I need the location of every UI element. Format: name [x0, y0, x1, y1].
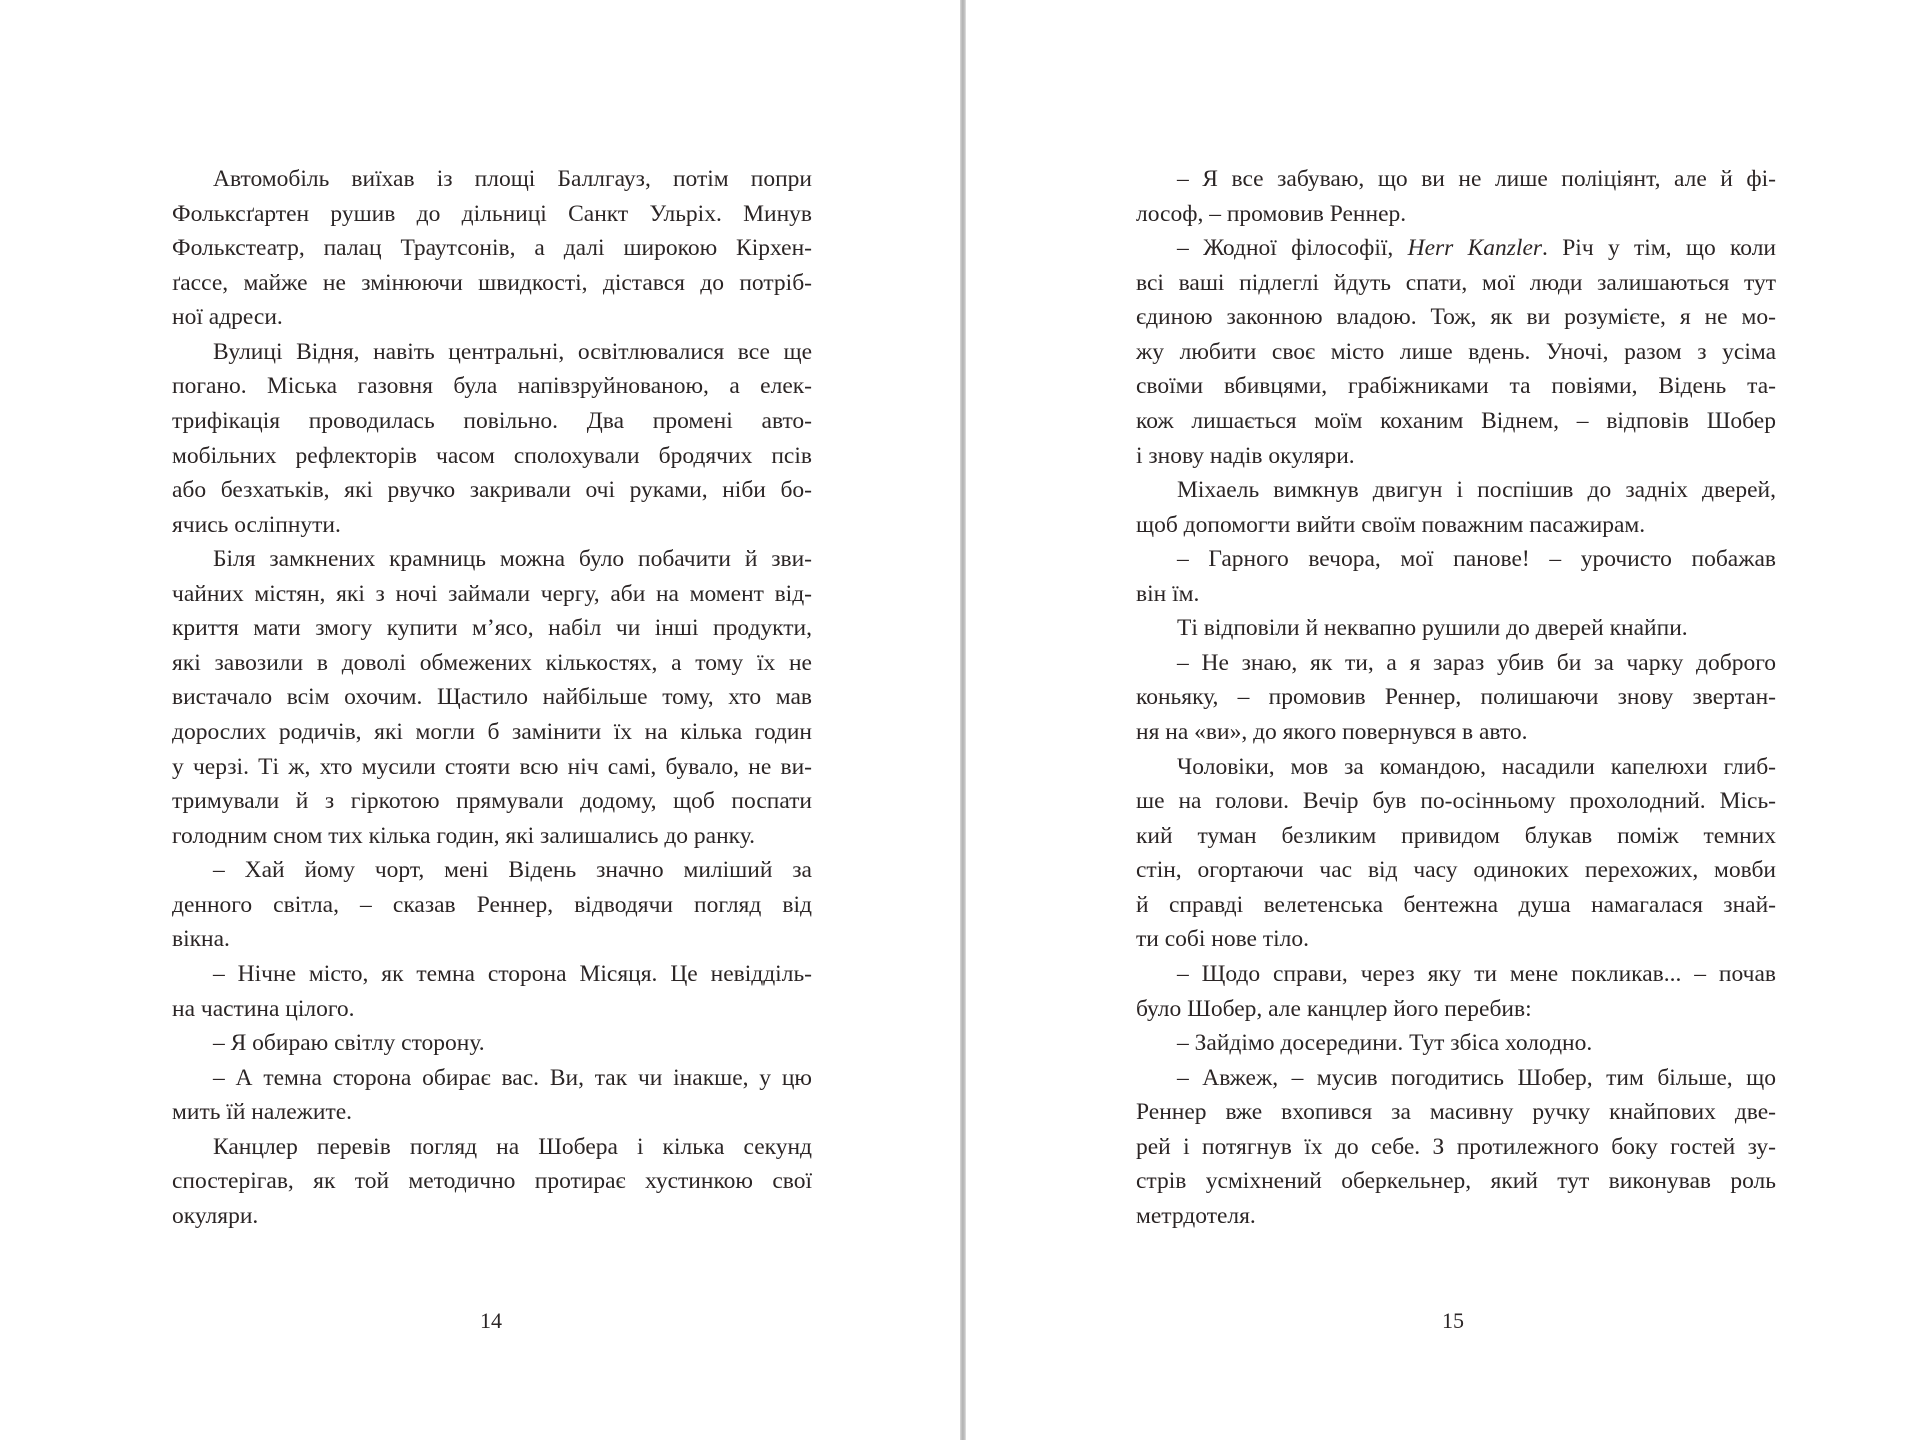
text-line: на частина цілого. [172, 995, 355, 1022]
text-line: дорослих родичів, які могли б замінити їх на кілька годин [172, 719, 812, 745]
page-number: 14 [480, 1308, 502, 1333]
page-number: 15 [1442, 1308, 1464, 1333]
text-line: вікна. [172, 926, 230, 953]
paragraph [172, 1061, 812, 1130]
paragraph [1136, 473, 1776, 542]
text-line: Фольксґартен рушив до дільниці Санкт Ульріх. Минув [172, 200, 812, 227]
page-text [1136, 162, 1776, 1233]
text-line: погано. Міська газовня була напівзруйнованою, а елек- [172, 373, 812, 400]
paragraph [172, 1130, 812, 1234]
text-line: стрів усміхнений оберкельнер, який тут виконував роль [1136, 1168, 1776, 1195]
paragraph [1136, 1026, 1776, 1061]
text-line: коньяку, – промовив Реннер, полишаючи знову звертан- [1136, 684, 1776, 711]
italic-phrase: Herr Kanzler [1407, 235, 1543, 262]
text-line: голодним сном тих кілька годин, які залишались до ранку. [172, 822, 756, 849]
paragraph [1136, 957, 1776, 1026]
text-run: – Жодної філософії, [1177, 235, 1408, 262]
right-page [966, 0, 1920, 1440]
text-line: – Зайдімо досередини. Тут збіса холодно. [1177, 1030, 1593, 1057]
paragraph [172, 542, 812, 853]
paragraph [172, 957, 812, 1026]
text-line: чайних містян, які з ночі займали чергу, аби на момент від- [172, 580, 812, 607]
paragraph [172, 1026, 812, 1061]
text-line: ше на голови. Вечір був по-осінньому прохолодний. Місь- [1136, 788, 1776, 815]
text-line: стін, огортаючи час від часу одиноких перехожих, мовби [1136, 857, 1776, 884]
text-line: жу любити своє місто лише вдень. Уночі, разом з усіма [1136, 338, 1776, 365]
text-line: спостерігав, як той методично протирає хустинкою свої [172, 1168, 812, 1195]
text-line: – Я все забуваю, що ви не лише поліціянт, але й фі- [1177, 166, 1776, 192]
text-line: трифікація проводилась повільно. Два промені авто- [172, 407, 812, 434]
paragraph [1136, 231, 1776, 473]
text-line: у черзі. Ті ж, хто мусили стояти всю ніч самі, бувало, не ви- [172, 753, 812, 780]
text-line: – Гарного вечора, мої панове! – урочисто побажав [1177, 546, 1776, 573]
text-line: щоб допомогти вийти своїм поважним пасажирам. [1136, 511, 1646, 538]
text-line: – Авжеж, – мусив погодитись Шобер, тим більше, що [1177, 1064, 1776, 1091]
text-line: єдиною законною владою. Тож, як ви розумієте, я не мо- [1136, 304, 1776, 331]
text-line: й справді велетенська бентежна душа намагалася знай- [1136, 891, 1776, 918]
text-line: рей і потягнув їх до себе. З протилежного боку гостей зу- [1136, 1133, 1776, 1160]
text-line: Міхаель вимкнув двигун і поспішив до задніх дверей, [1177, 477, 1776, 504]
text-line: мить їй належите. [172, 1099, 353, 1126]
text-line: Реннер вже вхопився за масивну ручку кнайпових две- [1136, 1099, 1776, 1126]
text-line: тримували й з гіркотою прямували додому, щоб поспати [172, 788, 812, 815]
text-line: було Шобер, але канцлер його перебив: [1136, 995, 1532, 1022]
text-line: вистачало всім охочим. Щастило найбільше тому, хто мав [172, 684, 812, 711]
text-line: він їм. [1136, 580, 1200, 607]
text-line: або безхатьків, які рвучко закривали очі руками, ніби бо- [172, 477, 812, 504]
text-line: метрдотеля. [1136, 1202, 1256, 1229]
paragraph [172, 335, 812, 542]
page-text [172, 162, 812, 1233]
text-line: – Щодо справи, через яку ти мене покликав... – почав [1177, 960, 1776, 987]
text-line: які завозили в доволі обмежених кількостях, а тому їх не [172, 649, 812, 676]
paragraph [1136, 1061, 1776, 1234]
text-line: криття мати змогу купити м’ясо, набіл чи інші продукти, [172, 615, 812, 642]
text-line: Чоловіки, мов за командою, насадили капелюхи глиб- [1177, 753, 1776, 780]
text-line: кий туман безликим привидом блукав поміж темних [1136, 822, 1776, 849]
text-line: кож лишається моїм коханим Віднем, – відповів Шобер [1136, 407, 1776, 434]
text-line: ячись осліпнути. [172, 511, 341, 538]
text-line: ґассе, майже не змінюючи швидкості, дістався до потріб- [172, 269, 812, 296]
text-line: мобільних рефлекторів часом сполохували бродячих псів [172, 442, 812, 469]
text-line: всі ваші підлеглі йдуть спати, мої люди залишаються тут [1136, 269, 1776, 296]
text-line [1136, 231, 1776, 266]
paragraph [1136, 750, 1776, 957]
text-line: ти собі нове тіло. [1136, 926, 1310, 953]
text-line: Автомобіль виїхав із площі Баллгауз, потім попри [213, 166, 812, 192]
text-line: своїми вбивцями, грабіжниками та повіями, Відень та- [1136, 373, 1776, 400]
text-line: Біля замкнених крамниць можна було побачити й зви- [213, 546, 812, 573]
text-line: – А темна сторона обирає вас. Ви, так чи інакше, у цю [213, 1064, 812, 1091]
text-run: . Річ у тім, що коли [1542, 235, 1776, 262]
text-line: Ті відповіли й неквапно рушили до дверей кнайпи. [1177, 615, 1688, 642]
text-line: – Хай йому чорт, мені Відень значно миліший за [213, 857, 812, 884]
text-line: – Нічне місто, як темна сторона Місяця. Це невідділь- [213, 960, 812, 987]
text-line: Вулиці Відня, навіть центральні, освітлювалися все ще [213, 338, 812, 365]
paragraph [172, 853, 812, 957]
text-line: Фолькстеатр, палац Траутсонів, а далі широкою Кірхен- [172, 235, 812, 262]
text-line: ня на «ви», до якого повернувся в авто. [1136, 719, 1528, 745]
text-line: – Я обираю світлу сторону. [213, 1030, 485, 1057]
text-line: окуляри. [172, 1202, 259, 1229]
text-line: Канцлер перевів погляд на Шобера і кілька секунд [213, 1133, 812, 1160]
text-line: лософ, – промовив Реннер. [1136, 200, 1407, 227]
paragraph [1136, 162, 1776, 231]
paragraph [1136, 611, 1776, 646]
text-line: і знову надів окуляри. [1136, 442, 1355, 469]
paragraph [1136, 542, 1776, 611]
paragraph [172, 162, 812, 335]
paragraph [1136, 646, 1776, 750]
text-line: ної адреси. [172, 304, 283, 331]
text-line: денного світла, – сказав Реннер, відводячи погляд від [172, 891, 812, 918]
text-line: – Не знаю, як ти, а я зараз убив би за чарку доброго [1177, 649, 1776, 676]
